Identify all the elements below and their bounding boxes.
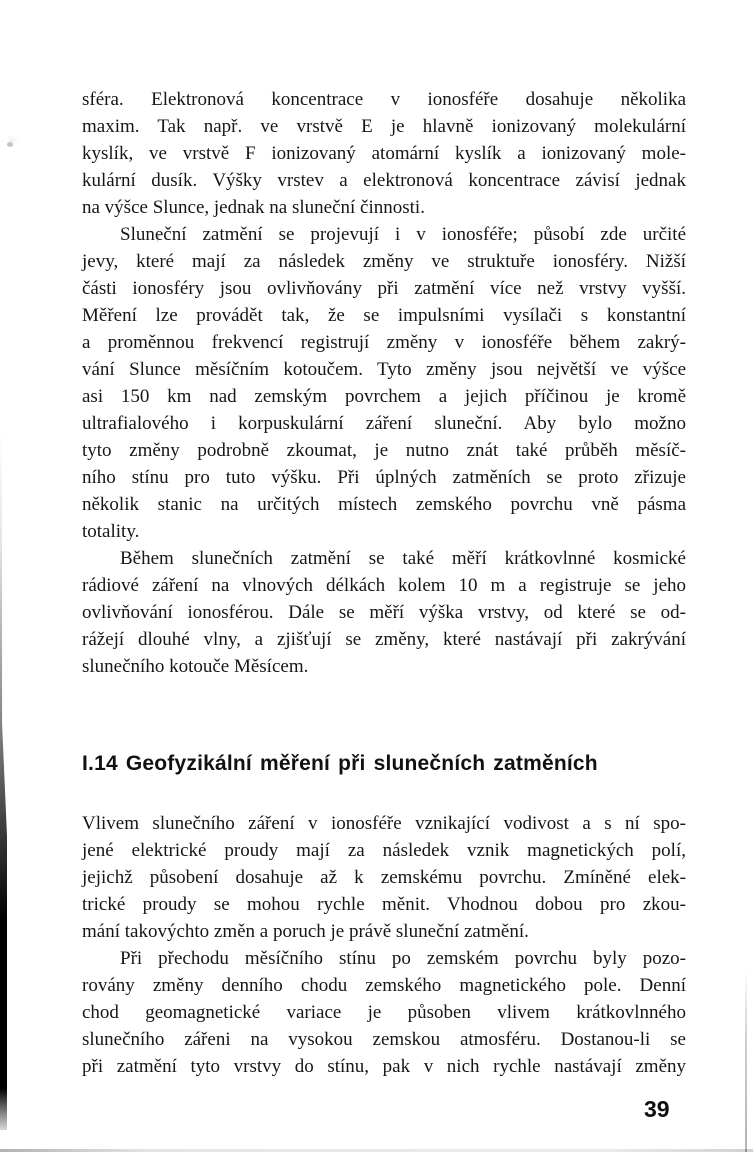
text-line: chod geomagnetické variace je působen vlivem krátkovlnného xyxy=(82,1002,686,1023)
text-line: při zatmění tyto vrstvy do stínu, pak v nich rychle nastávají změny xyxy=(82,1056,686,1077)
paragraph xyxy=(82,945,686,1080)
text-line: trické proudy se mohou rychle měnit. Vhodnou dobou pro zkou- xyxy=(82,894,686,915)
text-line: jejichž působení dosahuje až k zemskému povrchu. Zmíněné elek- xyxy=(82,867,686,888)
text-line: rážejí dlouhé vlny, a zjišťují se změny, které nastávají při zakrývání xyxy=(82,629,686,650)
text-line: na výšce Slunce, jednak na sluneční činnosti. xyxy=(82,197,425,218)
text-line: maxim. Tak např. ve vrstvě E je hlavně ionizovaný molekulární xyxy=(82,116,686,137)
text-line: sféra. Elektronová koncentrace v ionosféře dosahuje několika xyxy=(82,89,686,110)
text-line: jené elektrické proudy mají za následek vznik magnetických polí, xyxy=(82,840,686,861)
paragraph xyxy=(82,221,686,545)
text-line: několik stanic na určitých místech zemského povrchu vně pásma xyxy=(82,494,686,515)
text-block xyxy=(82,86,686,1080)
text-line: asi 150 km nad zemským povrchem a jejich příčinou je kromě xyxy=(82,386,686,407)
text-line: totality. xyxy=(82,521,140,542)
section-heading: I.14 Geofyzikální měření při slunečních zatměních xyxy=(82,752,598,775)
paragraph xyxy=(82,810,686,945)
text-line: Vlivem slunečního záření v ionosféře vznikající vodivost a s ní spo- xyxy=(82,813,686,834)
page-number: 39 xyxy=(644,1096,670,1122)
text-line: části ionosféry jsou ovlivňovány při zatmění více než vrstvy vyšší. xyxy=(82,278,686,299)
text-line: vání Slunce měsíčním kotoučem. Tyto změny jsou největší ve výšce xyxy=(82,359,686,380)
text-line: rádiové záření na vlnových délkách kolem 10 m a registruje se jeho xyxy=(82,575,686,596)
text-line: Sluneční zatmění se projevují i v ionosféře; působí zde určité xyxy=(120,224,686,245)
text-line: slunečního kotouče Měsícem. xyxy=(82,656,309,677)
scan-edge-right-artifact xyxy=(745,970,747,1152)
text-line: slunečního zářeni na vysokou zemskou atmosféru. Dostanou-li se xyxy=(82,1029,686,1050)
text-line: ního stínu pro tuto výšku. Při úplných zatměních se proto zřizuje xyxy=(82,467,686,488)
text-line: kyslík, ve vrstvě F ionizovaný atomární kyslík a ionizovaný mole- xyxy=(82,143,686,164)
text-line: Při přechodu měsíčního stínu po zemském povrchu byly pozo- xyxy=(120,948,686,969)
text-line: ovlivňování ionosférou. Dále se měří výška vrstvy, od které se od- xyxy=(82,602,686,623)
paragraph xyxy=(82,545,686,680)
text-line: jevy, které mají za následek změny ve struktuře ionosféry. Nižší xyxy=(82,251,686,272)
text-line: Během slunečních zatmění se také měří krátkovlnné kosmické xyxy=(120,548,686,569)
text-line: kulární dusík. Výšky vrstev a elektronová koncentrace závisí jednak xyxy=(82,170,686,191)
scan-edge-left-artifact xyxy=(0,430,7,1130)
text-line: rovány změny denního chodu zemského magnetického pole. Denní xyxy=(82,975,686,996)
text-line: a proměnnou frekvencí registrují změny v ionosféře během zakrý- xyxy=(82,332,686,353)
text-line: Měření lze provádět tak, že se impulsními vysílači s konstantní xyxy=(82,305,686,326)
scan-smudge xyxy=(7,142,13,147)
text-line: tyto změny podrobně zkoumat, je nutno znát také průběh měsíč- xyxy=(82,440,686,461)
text-line: ultrafialového i korpuskulární záření sluneční. Aby bylo možno xyxy=(82,413,686,434)
paragraph xyxy=(82,86,686,221)
text-line: mání takovýchto změn a poruch je právě sluneční zatmění. xyxy=(82,921,529,942)
